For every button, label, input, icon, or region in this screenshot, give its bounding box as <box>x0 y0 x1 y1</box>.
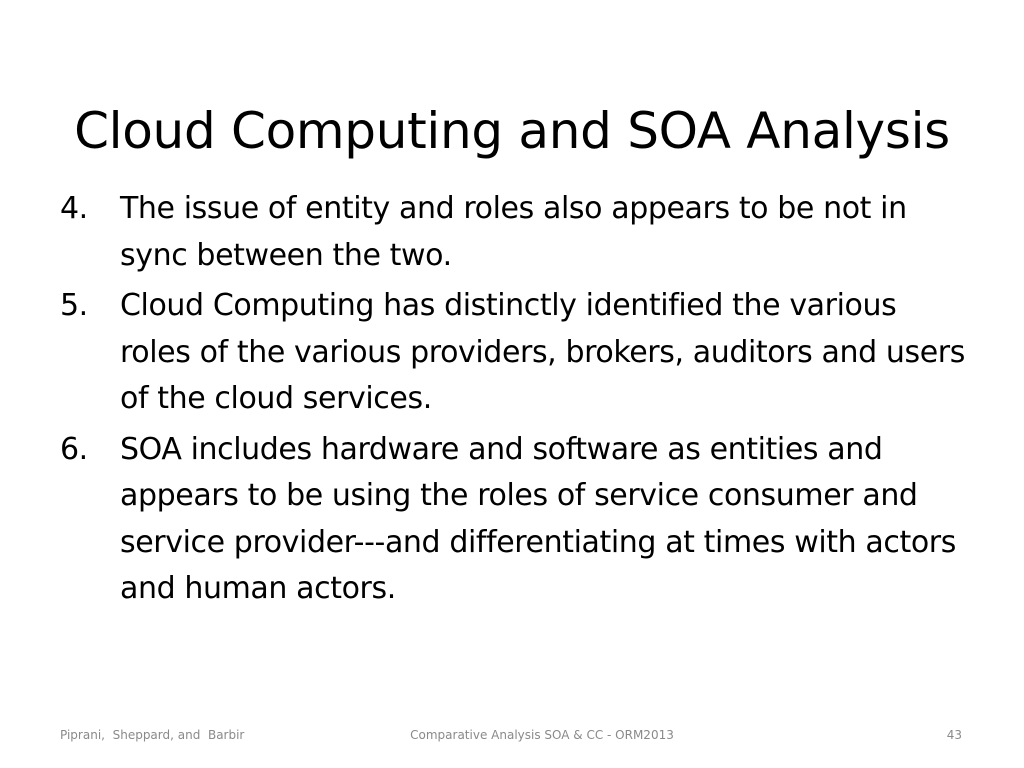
list-item <box>60 186 970 279</box>
footer-authors: Piprani, Sheppard, and Barbir <box>60 728 245 742</box>
numbered-list <box>60 186 970 617</box>
list-item-number: 4. <box>60 191 88 226</box>
list-item-text: The issue of entity and roles also appears to be not in sync between the two. <box>120 191 907 273</box>
list-item-text: SOA includes hardware and software as entities and appears to be using the roles of service consumer and service provider---and differentiating at times with actors and human actors. <box>120 431 956 606</box>
list-item-number: 5. <box>60 288 88 323</box>
list-item <box>60 427 970 613</box>
list-item-text: Cloud Computing has distinctly identified the various roles of the various providers, brokers, auditors and users of the cloud services. <box>120 288 965 416</box>
list-item-number: 6. <box>60 431 88 467</box>
slide-title: Cloud Computing and SOA Analysis <box>74 101 950 160</box>
list-item <box>60 283 970 423</box>
footer-page-number: 43 <box>946 728 962 742</box>
footer-presentation-title: Comparative Analysis SOA & CC - ORM2013 <box>410 728 674 742</box>
